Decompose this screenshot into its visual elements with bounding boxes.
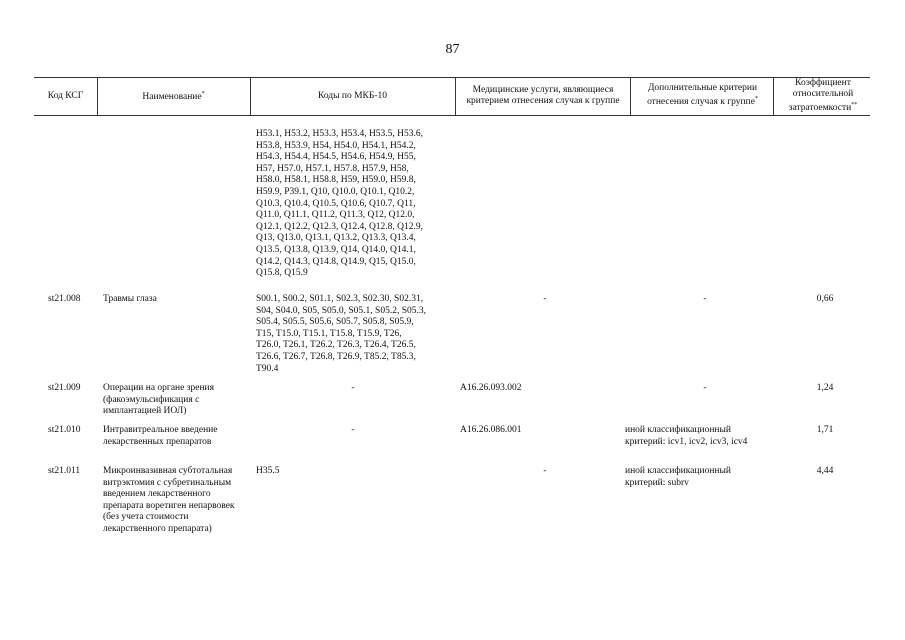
table-row-med-services: A16.26.086.001 bbox=[460, 425, 522, 435]
table-row-extra-criteria: - bbox=[703, 383, 707, 393]
table-row-coefficient: 0,66 bbox=[816, 294, 834, 304]
table-row-icd-codes: - bbox=[351, 383, 355, 393]
table-row-ksg-code: st21.009 bbox=[48, 383, 81, 393]
table-row-name: Интравитреальное введение лекарственных препаратов bbox=[103, 425, 218, 447]
header-name bbox=[97, 77, 250, 115]
column-divider bbox=[630, 77, 631, 115]
header-name-text: Наименование bbox=[142, 92, 202, 103]
header-name-footnote-mark: * bbox=[201, 90, 205, 97]
table-row-med-services: - bbox=[543, 466, 547, 476]
header-med-services-text: Медицинские услуги, являющиеся критерием отнесения случая к группе bbox=[466, 85, 620, 106]
header-coefficient-footnote-mark: ** bbox=[851, 101, 858, 108]
table-row-icd-codes: - bbox=[351, 425, 355, 435]
page-number: 87 bbox=[445, 42, 460, 57]
table-row-name: Микроинвазивная субтотальная витрэктомия с субретинальным введением лекарственного препарата воретиген непарвовек (без учета стоимости лекарственного препарата) bbox=[103, 466, 235, 534]
column-divider bbox=[773, 77, 774, 115]
table-row-extra-criteria: - bbox=[703, 294, 707, 304]
table-row-med-services: - bbox=[543, 294, 547, 304]
header-extra-criteria-footnote-mark: * bbox=[754, 96, 758, 103]
table-row-name: Травмы глаза bbox=[103, 294, 157, 304]
table-row-extra-criteria: иной классификационный критерий: icv1, icv2, icv3, icv4 bbox=[625, 425, 748, 447]
table-row-extra-criteria: иной классификационный критерий: subrv bbox=[625, 466, 731, 488]
table-row-ksg-code: st21.011 bbox=[48, 466, 81, 476]
header-coefficient bbox=[776, 77, 870, 115]
table-row-coefficient: 4,44 bbox=[816, 466, 834, 476]
header-extra-criteria-text: Дополнительные критерии отнесения случая к группе bbox=[647, 83, 758, 108]
table-header-rule bbox=[34, 115, 870, 116]
table-row-ksg-code: st21.010 bbox=[48, 425, 81, 435]
table-row-med-services: A16.26.093.002 bbox=[460, 383, 522, 393]
header-icd-codes bbox=[250, 77, 455, 115]
table-row-coefficient: 1,71 bbox=[816, 425, 834, 435]
table-row-icd-codes: H53.1, H53.2, H53.3, H53.4, H53.5, H53.6, H53.8, H53.9, H54, H54.0, H54.1, H54.2, H54.3, H54.4, H54.5, H54.6, H54.9, H55, H57, H57.0, H57.1, H57.8, H57.9, H58, H58.0, H58.1, H58.8, H59, H59.0, H59.8, H59.9, P39.1, Q10, Q10.0, Q10.1, Q10.2, Q10.3, Q10.4, Q10.5, Q10.6, Q10.7, Q11, Q11.0, Q11.1, Q11.2, Q11.3, Q12, Q12.0, Q12.1, Q12.2, Q12.3, Q12.4, Q12.8, Q12.9, Q13, Q13.0, Q13.1, Q13.2, Q13.3, Q13.4, Q13.5, Q13.8, Q13.9, Q14, Q14.0, Q14.1, Q14.2, Q14.3, Q14.8, Q14.9, Q15, Q15.0, Q15.8, Q15.9 bbox=[256, 129, 424, 279]
header-ksg-code-text: Код КСГ bbox=[47, 90, 84, 101]
table-row-icd-codes: H35.5 bbox=[256, 466, 280, 476]
header-icd-codes-text: Коды по МКБ-10 bbox=[317, 90, 388, 101]
header-med-services bbox=[466, 77, 620, 115]
header-extra-criteria bbox=[634, 77, 771, 115]
table-row-ksg-code: st21.008 bbox=[48, 294, 81, 304]
table-row-name: Операции на органе зрения (факоэмульсификация с имплантацией ИОЛ) bbox=[103, 383, 214, 417]
header-ksg-code bbox=[34, 77, 97, 115]
header-coefficient-text: Коэффициент относительной затратоемкости bbox=[788, 77, 854, 114]
table-row-coefficient: 1,24 bbox=[816, 383, 834, 393]
column-divider bbox=[455, 77, 456, 115]
table-row-icd-codes: S00.1, S00.2, S01.1, S02.3, S02.30, S02.31, S04, S04.0, S05, S05.0, S05.1, S05.2, S05.3, S05.4, S05.5, S05.6, S05.7, S05.8, S05.9, T15, T15.0, T15.1, T15.8, T15.9, T26, T26.0, T26.1, T26.2, T26.3, T26.4, T26.5, T26.6, T26.7, T26.8, T26.9, T85.2, T85.3, T90.4 bbox=[256, 294, 426, 374]
